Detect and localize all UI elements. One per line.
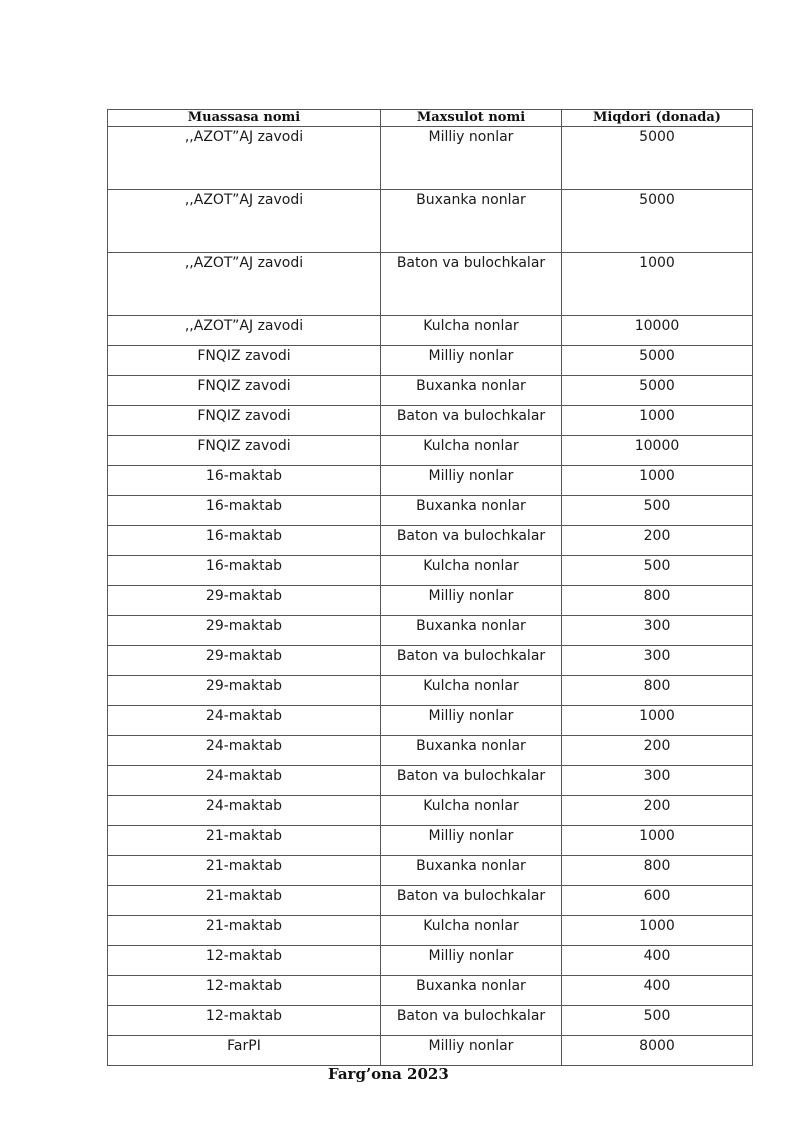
table-row (108, 646, 753, 676)
institution-cell: FarPI (108, 1036, 381, 1066)
quantity-cell: 1000 (562, 826, 753, 856)
institution-cell: FNQIZ zavodi (108, 436, 381, 466)
table-row (108, 406, 753, 436)
quantity-cell: 800 (562, 586, 753, 616)
institution-cell: 29-maktab (108, 586, 381, 616)
product-cell: Milliy nonlar (381, 346, 562, 376)
header-institution-name: Muassasa nomi (108, 110, 381, 127)
institution-cell: 21-maktab (108, 916, 381, 946)
table-row (108, 127, 753, 190)
quantity-cell: 800 (562, 676, 753, 706)
product-cell: Kulcha nonlar (381, 916, 562, 946)
product-cell: Milliy nonlar (381, 127, 562, 190)
product-cell: Milliy nonlar (381, 946, 562, 976)
product-cell: Kulcha nonlar (381, 316, 562, 346)
table-row (108, 706, 753, 736)
product-cell: Kulcha nonlar (381, 556, 562, 586)
product-cell: Buxanka nonlar (381, 616, 562, 646)
table-row (108, 586, 753, 616)
product-cell: Milliy nonlar (381, 1036, 562, 1066)
table-row (108, 976, 753, 1006)
product-cell: Kulcha nonlar (381, 676, 562, 706)
quantity-cell: 5000 (562, 346, 753, 376)
institution-cell: 24-maktab (108, 706, 381, 736)
institution-cell: 24-maktab (108, 766, 381, 796)
header-quantity: Miqdori (donada) (562, 110, 753, 127)
products-table (107, 109, 753, 1066)
institution-cell: FNQIZ zavodi (108, 376, 381, 406)
header-product-name: Maxsulot nomi (381, 110, 562, 127)
institution-cell: 29-maktab (108, 646, 381, 676)
institution-cell: 12-maktab (108, 1006, 381, 1036)
institution-cell: 29-maktab (108, 676, 381, 706)
institution-cell: 16-maktab (108, 466, 381, 496)
institution-cell: 21-maktab (108, 826, 381, 856)
table-row (108, 1006, 753, 1036)
quantity-cell: 1000 (562, 406, 753, 436)
table-row (108, 496, 753, 526)
product-cell: Milliy nonlar (381, 706, 562, 736)
table-row (108, 826, 753, 856)
institution-cell: 16-maktab (108, 526, 381, 556)
quantity-cell: 500 (562, 496, 753, 526)
product-cell: Baton va bulochkalar (381, 406, 562, 436)
table-row (108, 466, 753, 496)
quantity-cell: 500 (562, 1006, 753, 1036)
product-cell: Kulcha nonlar (381, 796, 562, 826)
institution-cell: ,,AZOT”AJ zavodi (108, 253, 381, 316)
table-row (108, 190, 753, 253)
quantity-cell: 1000 (562, 253, 753, 316)
institution-cell: ,,AZOT”AJ zavodi (108, 190, 381, 253)
table-header (108, 110, 753, 127)
institution-cell: ,,AZOT”AJ zavodi (108, 127, 381, 190)
institution-cell: 12-maktab (108, 976, 381, 1006)
product-cell: Milliy nonlar (381, 586, 562, 616)
quantity-cell: 5000 (562, 190, 753, 253)
institution-cell: 12-maktab (108, 946, 381, 976)
product-cell: Buxanka nonlar (381, 376, 562, 406)
product-cell: Buxanka nonlar (381, 976, 562, 1006)
quantity-cell: 8000 (562, 1036, 753, 1066)
quantity-cell: 5000 (562, 376, 753, 406)
product-cell: Buxanka nonlar (381, 856, 562, 886)
institution-cell: FNQIZ zavodi (108, 406, 381, 436)
table-row (108, 1036, 753, 1066)
table-row (108, 946, 753, 976)
quantity-cell: 10000 (562, 316, 753, 346)
quantity-cell: 200 (562, 736, 753, 766)
product-cell: Kulcha nonlar (381, 436, 562, 466)
institution-cell: 21-maktab (108, 886, 381, 916)
institution-cell: 24-maktab (108, 796, 381, 826)
table-row (108, 916, 753, 946)
table-row (108, 376, 753, 406)
quantity-cell: 5000 (562, 127, 753, 190)
product-cell: Baton va bulochkalar (381, 766, 562, 796)
institution-cell: 24-maktab (108, 736, 381, 766)
table-body (108, 127, 753, 1066)
quantity-cell: 600 (562, 886, 753, 916)
product-cell: Milliy nonlar (381, 466, 562, 496)
quantity-cell: 300 (562, 766, 753, 796)
quantity-cell: 200 (562, 796, 753, 826)
quantity-cell: 200 (562, 526, 753, 556)
quantity-cell: 1000 (562, 706, 753, 736)
table-row (108, 346, 753, 376)
product-cell: Buxanka nonlar (381, 190, 562, 253)
table-row (108, 316, 753, 346)
quantity-cell: 300 (562, 646, 753, 676)
product-cell: Buxanka nonlar (381, 496, 562, 526)
quantity-cell: 400 (562, 976, 753, 1006)
footer-place-year: Farg’ona 2023 (328, 1065, 449, 1083)
table-row (108, 796, 753, 826)
table-row (108, 556, 753, 586)
product-cell: Baton va bulochkalar (381, 646, 562, 676)
institution-cell: 21-maktab (108, 856, 381, 886)
institution-cell: ,,AZOT”AJ zavodi (108, 316, 381, 346)
table-row (108, 736, 753, 766)
table-row (108, 886, 753, 916)
table-row (108, 766, 753, 796)
table-row (108, 856, 753, 886)
quantity-cell: 1000 (562, 466, 753, 496)
quantity-cell: 500 (562, 556, 753, 586)
institution-cell: 16-maktab (108, 556, 381, 586)
product-cell: Milliy nonlar (381, 826, 562, 856)
table-row (108, 526, 753, 556)
table-row (108, 616, 753, 646)
institution-cell: FNQIZ zavodi (108, 346, 381, 376)
quantity-cell: 300 (562, 616, 753, 646)
product-cell: Buxanka nonlar (381, 736, 562, 766)
product-cell: Baton va bulochkalar (381, 1006, 562, 1036)
institution-cell: 16-maktab (108, 496, 381, 526)
product-cell: Baton va bulochkalar (381, 526, 562, 556)
quantity-cell: 800 (562, 856, 753, 886)
table-row (108, 676, 753, 706)
header-row (108, 110, 753, 127)
table-row (108, 253, 753, 316)
product-cell: Baton va bulochkalar (381, 886, 562, 916)
product-cell: Baton va bulochkalar (381, 253, 562, 316)
quantity-cell: 1000 (562, 916, 753, 946)
quantity-cell: 10000 (562, 436, 753, 466)
institution-cell: 29-maktab (108, 616, 381, 646)
quantity-cell: 400 (562, 946, 753, 976)
table-row (108, 436, 753, 466)
